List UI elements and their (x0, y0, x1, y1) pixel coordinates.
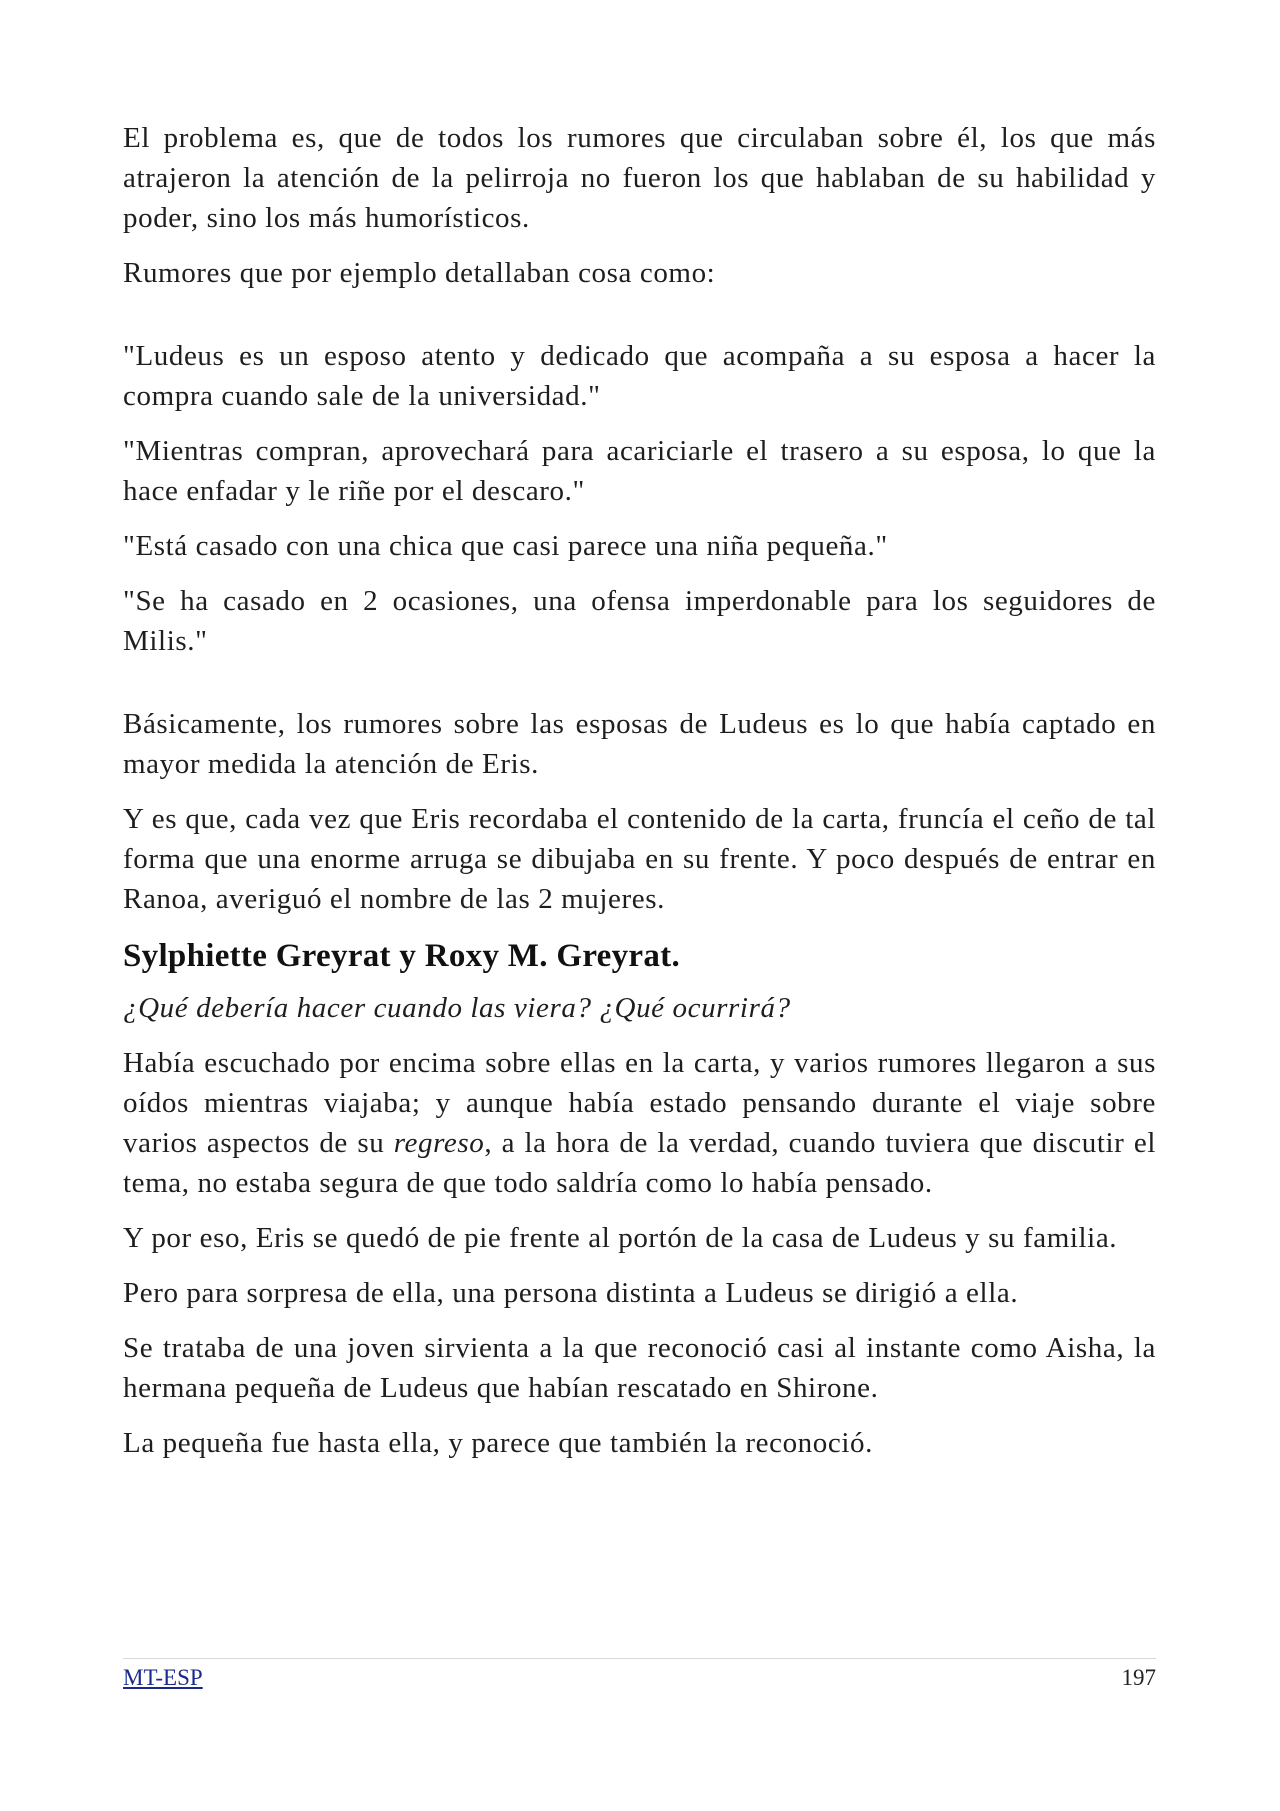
section-heading: Sylphiette Greyrat y Roxy M. Greyrat. (123, 938, 681, 974)
page-number: 197 (1121, 1665, 1156, 1690)
emphasized-word: regreso (393, 1127, 485, 1159)
page-body (123, 118, 1156, 1478)
footer-link-mt-esp[interactable]: MT-ESP (123, 1665, 203, 1690)
paragraph: Y por eso, Eris se quedó de pie frente al portón de la casa de Ludeus y su familia. (123, 1222, 1118, 1254)
rumor-quote: "Se ha casado en 2 ocasiones, una ofensa imperdonable para los seguidores de Milis." (123, 585, 1156, 657)
rumor-quote: "Mientras compran, aprovechará para acariciarle el trasero a su esposa, lo que la hace enfadar y le riñe por el descaro." (123, 435, 1156, 507)
paragraph: La pequeña fue hasta ella, y parece que también la reconoció. (123, 1427, 873, 1459)
page-footer (123, 1658, 1156, 1693)
paragraph: Y es que, cada vez que Eris recordaba el contenido de la carta, fruncía el ceño de tal forma que una enorme arruga se dibujaba en su frente. Y poco después de entrar en Ranoa, averiguó el nombre de las 2 mujeres. (123, 803, 1156, 915)
paragraph (123, 1043, 1156, 1203)
rumor-quote: "Ludeus es un esposo atento y dedicado que acompaña a su esposa a hacer la compra cuando sale de la universidad." (123, 340, 1156, 412)
paragraph: El problema es, que de todos los rumores que circulaban sobre él, los que más atrajeron la atención de la pelirroja no fueron los que hablaban de su habilidad y poder, sino los más humorísticos. (123, 122, 1156, 234)
paragraph: Se trataba de una joven sirvienta a la que reconoció casi al instante como Aisha, la hermana pequeña de Ludeus que habían rescatado en Shirone. (123, 1332, 1156, 1404)
paragraph: Pero para sorpresa de ella, una persona distinta a Ludeus se dirigió a ella. (123, 1277, 1019, 1309)
paragraph: Básicamente, los rumores sobre las esposas de Ludeus es lo que había captado en mayor medida la atención de Eris. (123, 708, 1156, 780)
paragraph: Rumores que por ejemplo detallaban cosa como: (123, 257, 716, 289)
rumor-quote: "Está casado con una chica que casi parece una niña pequeña." (123, 530, 888, 562)
paragraph-text: , a la hora de la verdad, cuando tuviera que discutir el tema, no estaba segura de que todo saldría como lo había pensado. (123, 1127, 1156, 1199)
italic-thought: ¿Qué debería hacer cuando las viera? ¿Qué ocurrirá? (123, 992, 791, 1024)
paragraph-text: Había escuchado por encima sobre ellas en la carta, y varios rumores llegaron a sus oídos mientras viajaba; y aunque había estado pensando durante el viaje sobre varios aspectos de su (123, 1047, 1156, 1159)
